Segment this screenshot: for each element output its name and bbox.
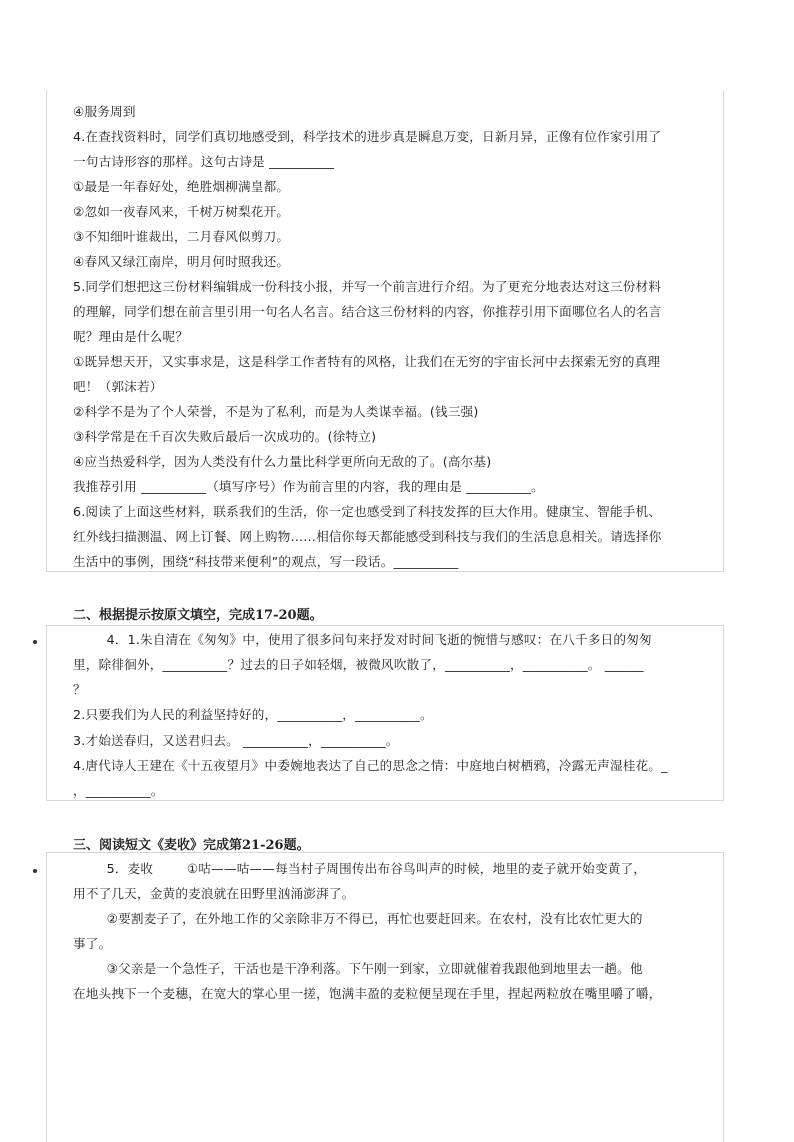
- text-line: ？: [73, 682, 86, 697]
- text-line: 呢？理由是什么呢？: [73, 329, 189, 344]
- text-line: ③不知细叶谁裁出，二月春风似剪刀。: [73, 229, 290, 244]
- text-line: 4.在查找资料时，同学们真切地感受到，科学技术的进步真是瞬息万变，日新月异，正像有位作家引用了: [73, 129, 662, 144]
- text-line: ②科学不是为了个人荣誉，不是为了私利，而是为人类谋幸福。(钱三强): [73, 404, 479, 419]
- bullet-icon: [33, 640, 37, 644]
- text-line: ①既异想天开，又实事求是，这是科学工作者特有的风格，让我们在无穷的宇宙长河中去探索无穷的真理: [73, 354, 661, 369]
- text-line: 吧！（郭沫若）: [73, 379, 163, 394]
- text-line: 我推荐引用 __________（填写序号）作为前言里的内容，我的理由是 __________。: [73, 479, 544, 494]
- text-line: 事了。: [73, 936, 112, 951]
- text-line: 2.只要我们为人民的利益坚持好的，__________，__________。: [73, 707, 433, 722]
- text-line: 4.唐代诗人王建在《十五夜望月》中委婉地表达了自己的思念之情：中庭地白树栖鸦，冷露无声湿桂花。_: [73, 758, 668, 773]
- text-line: ④春风又绿江南岸，明月何时照我还。: [73, 254, 290, 269]
- section-3-heading: 三、阅读短文《麦收》完成第21-26题。: [73, 838, 310, 853]
- text-line: 3.才始送春归，又送君归去。 __________，__________。: [73, 733, 399, 748]
- text-line: 4．1.朱自清在《匆匆》中，使用了很多问句来抒发对时间飞逝的惋惜与感叹：在八千多日的匆匆: [73, 632, 652, 647]
- text-line: 生活中的事例，围绕“科技带来便利”的观点，写一段话。__________: [73, 554, 459, 569]
- text-line: 里，除徘徊外，__________？过去的日子如轻烟，被微风吹散了，__________，__________。 ______: [73, 657, 644, 672]
- text-line: ③父亲是一个急性子，干活也是干净利落。下午刚一到家，立即就催着我跟他到地里去一趟。他: [73, 961, 643, 976]
- text-line: ④服务周到: [73, 104, 136, 119]
- text-line: 用不了几天，金黄的麦浪就在田野里汹涌澎湃了。: [73, 886, 355, 901]
- text-line: ①最是一年春好处，绝胜烟柳满皇都。: [73, 179, 290, 194]
- text-line: ②要割麦子了，在外地工作的父亲除非万不得已，再忙也要赶回来。在农村，没有比农忙更大的: [73, 911, 643, 926]
- text-line: 一句古诗形容的那样。这句古诗是 __________: [73, 154, 335, 169]
- text-line: 5.同学们想把这三份材料编辑成一份科技小报，并写一个前言进行介绍。为了更充分地表达对这三份材料: [73, 279, 662, 294]
- text-line: 红外线扫描测温、网上订餐、网上购物……相信你每天都能感受到科技与我们的生活息息相关。请选择你: [73, 529, 662, 544]
- bullet-icon: [33, 869, 37, 873]
- text-line: 5．麦收 ①咕——咕——每当村子周围传出布谷鸟叫声的时候，地里的麦子就开始变黄了，: [73, 861, 647, 876]
- text-line: 的理解，同学们想在前言里引用一句名人名言。结合这三份材料的内容，你推荐引用下面哪位名人的名言: [73, 304, 662, 319]
- text-line: ，__________。: [73, 783, 164, 798]
- text-line: 在地头拽下一个麦穗，在宽大的掌心里一搓，饱满丰盈的麦粒便呈现在手里，捏起两粒放在嘴里嚼了嚼，: [73, 986, 662, 1001]
- text-line: ③科学常是在千百次失败后最后一次成功的。(徐特立): [73, 429, 377, 444]
- text-line: ②忽如一夜春风来，千树万树梨花开。: [73, 204, 290, 219]
- text-line: ④应当热爱科学，因为人类没有什么力量比科学更所向无敌的了。(高尔基): [73, 454, 492, 469]
- section-2-heading: 二、根据提示按原文填空，完成17-20题。: [73, 608, 323, 623]
- text-line: 6.阅读了上面这些材料，联系我们的生活，你一定也感受到了科技发挥的巨大作用。健康宝、智能手机、: [73, 504, 662, 519]
